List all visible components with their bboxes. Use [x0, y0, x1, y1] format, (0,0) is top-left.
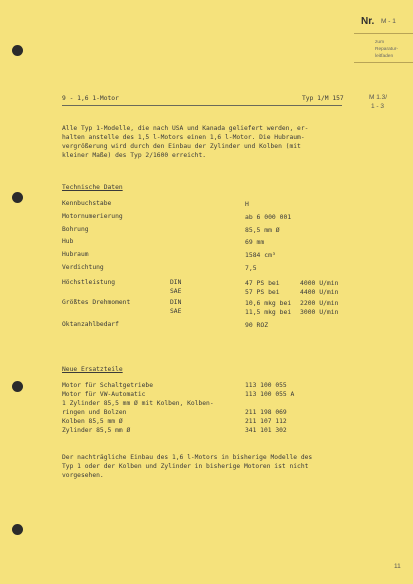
- intro-line-3: vergrößerung wird durch den Einbau der Zylinder und Kolben (mit: [62, 143, 301, 150]
- tech-row-hubraum: [62, 250, 362, 260]
- side-ref-line-2: 1 - 3: [371, 103, 385, 110]
- parts-row: [62, 408, 362, 417]
- header-rule-top: [354, 33, 413, 34]
- tech-row-label: Hubraum: [62, 251, 89, 258]
- tech-row-value: 90 ROZ: [245, 321, 269, 329]
- tech-row-hub: [62, 237, 362, 247]
- tech-row-rpm: 4000 U/min: [300, 279, 339, 287]
- part-number: 211 107 112: [245, 418, 287, 425]
- part-description: Motor für Schaltgetriebe: [62, 382, 153, 389]
- intro-line-1: Alle Typ 1-Modelle, die nach USA und Kanada geliefert werden, er-: [62, 125, 309, 132]
- tech-row-label: Größtes Drehmoment: [62, 299, 131, 306]
- tech-row-value: 85,5 mm Ø: [245, 226, 280, 234]
- side-ref-line-1: M 1.3/: [369, 94, 388, 101]
- tech-row-rpm: 3000 U/min: [300, 308, 339, 316]
- tech-row-value: ab 6 000 001: [245, 213, 292, 221]
- tech-row-label: Kennbuchstabe: [62, 200, 112, 207]
- tech-row-label: Oktanzahlbedarf: [62, 321, 119, 328]
- binder-hole-bottom: [12, 524, 23, 535]
- part-number: 211 198 069: [245, 409, 287, 416]
- model-title: 9 - 1,6 1-Motor: [62, 95, 119, 102]
- tech-row-rpm: 2200 U/min: [300, 299, 339, 307]
- binder-hole-lower-middle: [12, 381, 23, 392]
- tech-data-heading: Technische Daten: [62, 184, 123, 191]
- part-description: ringen und Bolzen: [62, 409, 127, 416]
- part-number: 341 101 302: [245, 427, 287, 434]
- intro-line-4: kleiner Maße) des Typ 2/1600 erreicht.: [62, 152, 207, 159]
- tech-row-norm: SAE: [170, 288, 182, 295]
- tech-row-label: Hub: [62, 238, 74, 245]
- part-description: Zylinder 85,5 mm Ø: [62, 427, 131, 434]
- tech-row-norm: DIN: [170, 279, 182, 286]
- tech-row-value: 10,6 mkg bei: [245, 299, 292, 307]
- manual-title-line-3: leitfaden: [375, 54, 394, 59]
- tech-row-motornumerierung: [62, 212, 362, 222]
- parts-heading: Neue Ersatzteile: [62, 366, 123, 373]
- tech-row-value: 7,5: [245, 264, 257, 272]
- tech-row-value: 1584 cm³: [245, 251, 276, 259]
- binder-hole-upper-middle: [12, 192, 23, 203]
- tech-row-value: 11,5 mkg bei: [245, 308, 292, 316]
- part-number: 113 100 055 A: [245, 391, 295, 398]
- tech-row-value: 57 PS bei: [245, 288, 280, 296]
- part-description: Motor für VW-Automatic: [62, 391, 146, 398]
- tech-row-norm: SAE: [170, 308, 182, 315]
- page-number: 11: [394, 563, 401, 570]
- parts-row: [62, 417, 362, 426]
- tech-row-verdichtung: [62, 263, 362, 273]
- tech-row-rpm: 4400 U/min: [300, 288, 339, 296]
- manual-title-line-2: Reparatur-: [375, 47, 398, 52]
- intro-line-2: halten anstelle des 1,5 l-Motors einen 1,6 l-Motor. Die Hubraum-: [62, 134, 305, 141]
- title-rule: [62, 105, 342, 106]
- parts-row: [62, 399, 362, 408]
- closing-line-2: Typ 1 oder der Kolben und Zylinder in bisherige Motoren ist nicht: [62, 463, 309, 470]
- tech-row-norm: DIN: [170, 299, 182, 306]
- tech-row-kennbuchstabe: [62, 199, 362, 209]
- header-rule-bottom: [354, 62, 413, 63]
- tech-row-label: Verdichtung: [62, 264, 104, 271]
- tech-row-value: 47 PS bei: [245, 279, 280, 287]
- part-number: 113 100 055: [245, 382, 287, 389]
- tech-row-oktanzahlbedarf: [62, 320, 362, 330]
- tech-row-value: H: [245, 200, 249, 208]
- nr-value: M - 1: [381, 18, 396, 25]
- parts-row: [62, 381, 362, 390]
- tech-row-drehmoment-sae: [62, 307, 362, 317]
- parts-row: [62, 390, 362, 399]
- manual-title-line-1: zum: [375, 40, 385, 45]
- binder-hole-top: [12, 45, 23, 56]
- parts-row: [62, 426, 362, 435]
- part-description: 1 Zylinder 85,5 mm Ø mit Kolben, Kolben-: [62, 400, 214, 407]
- tech-row-bohrung: [62, 225, 362, 235]
- tech-row-hoechstleistung-sae: [62, 287, 362, 297]
- tech-row-value: 69 mm: [245, 238, 265, 246]
- tech-row-label: Motornumerierung: [62, 213, 123, 220]
- tech-row-label: Höchstleistung: [62, 279, 116, 286]
- closing-line-3: vorgesehen.: [62, 472, 104, 479]
- part-description: Kolben 85,5 mm Ø: [62, 418, 123, 425]
- nr-label: Nr.: [361, 16, 375, 27]
- closing-line-1: Der nachträgliche Einbau des 1,6 l-Motors in bisherige Modelle des: [62, 454, 313, 461]
- tech-row-label: Bohrung: [62, 226, 89, 233]
- type-label: Typ 1/M 157: [302, 95, 344, 102]
